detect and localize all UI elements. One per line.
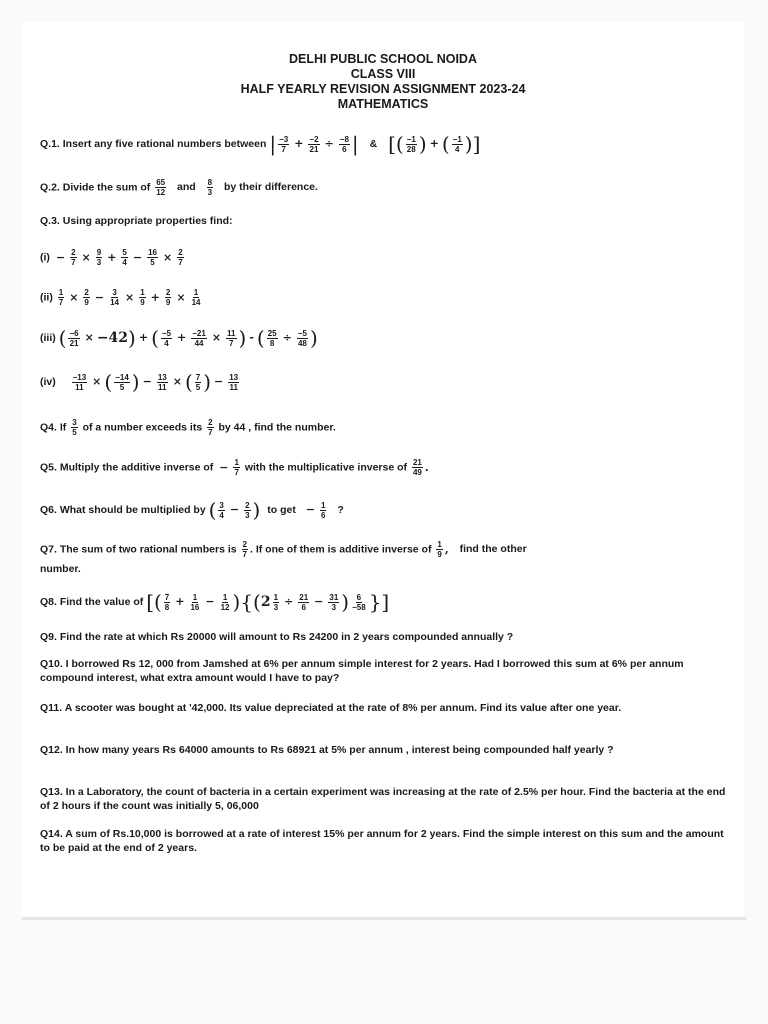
question-6 [40, 500, 730, 520]
question-4-tail: by 44 , find the number. [218, 421, 336, 434]
question-3 [40, 214, 730, 228]
question-2-tail: by their difference. [224, 181, 318, 194]
class-name: CLASS VIII [350, 67, 416, 81]
ampersand: & [369, 137, 378, 150]
question-5 [40, 458, 730, 477]
question-4-text: Q4. If [40, 421, 67, 434]
fraction-neg-1-6: − $\frac{1}{6}$ [305, 500, 326, 520]
question-5-mid: with the multiplicative inverse of [244, 461, 408, 474]
question-5-text: Q5. Multiply the additive inverse of [40, 461, 214, 474]
fraction-65-12: $\frac{65}{12}$ [156, 178, 166, 197]
question-8 [40, 592, 730, 612]
fraction-21-49: $\frac{21}{49}$ . [412, 458, 429, 477]
fraction-2-7: $\frac{2}{7}$ [208, 418, 213, 437]
question-7 [40, 540, 730, 559]
question-3-iv [40, 372, 730, 392]
fraction-2-7-sum: $\frac{2}{7}$ [242, 540, 247, 559]
question-6-tail: ? [337, 503, 344, 516]
question-3-iii [40, 328, 730, 348]
question-1 [40, 134, 730, 154]
assignment-title: HALF YEARLY REVISION ASSIGNMENT 2023-24 [240, 82, 526, 96]
part-i-expression: − $\frac{2}{7}$ × $\frac{9}{3}$ + $\frac{5}{4}$ − $\frac{16}{5}$ × $\frac{2}{7}$ [55, 248, 183, 267]
question-3-i [40, 248, 730, 267]
question-4-mid: of a number exceeds its [82, 421, 203, 434]
question-1-expression-2: [( $\frac{-1}{28}$ ) + ( $\frac{-1}{4}$ )] [388, 132, 481, 156]
question-2-text: Q.2. Divide the sum of [40, 181, 151, 194]
subject-title: MATHEMATICS [337, 97, 429, 111]
document-header [22, 22, 744, 112]
question-8-text: Q8. Find the value of [40, 595, 144, 608]
part-i-label: (i) [40, 251, 50, 264]
part-ii-label: (ii) [40, 291, 53, 304]
question-12: Q12. In how many years Rs 64000 amounts to Rs 68921 at 5% per annum , interest being compounded half yearly ? [40, 744, 614, 756]
question-2-and: and [177, 181, 196, 194]
question-6-expression: ( $\frac{3}{4}$ − $\frac{2}{3}$ ) [208, 498, 261, 522]
question-6-text: Q6. What should be multiplied by [40, 503, 206, 516]
fraction-1-9: $\frac{1}{9}$ , [437, 540, 449, 559]
part-iv-expression: $\frac{-13}{11}$ × ( $\frac{-14}{5}$ ) − $\frac{13}{11}$ × ( $\frac{7}{5}$ ) − $\frac{13}{11}$ [72, 370, 239, 394]
fraction-neg-1-7: − $\frac{1}{7}$ [219, 458, 239, 477]
document-page [22, 22, 744, 916]
question-2 [40, 178, 730, 197]
question-14: Q14. A sum of Rs.10,000 is borrowed at a rate of interest 15% per annum for 2 years. Find the simple interest on this sum and the amount to be paid at the end of 2 years. [40, 828, 724, 854]
question-3-text: Q.3. Using appropriate properties find: [40, 215, 233, 227]
part-ii-expression: $\frac{1}{7}$ × $\frac{2}{9}$ − $\frac{3}{14}$ × $\frac{1}{9}$ + $\frac{2}{9}$ × $\frac{1}{14}$ [58, 288, 201, 307]
question-7-mid: . If one of them is additive inverse of [250, 543, 432, 556]
question-7-text: Q7. The sum of two rational numbers is [40, 543, 237, 556]
question-11: Q11. A scooter was bought at '42,000. Its value depreciated at the rate of 8% per annum. Find its value after one year. [40, 702, 622, 714]
school-name: DELHI PUBLIC SCHOOL NOIDA [289, 52, 477, 66]
part-iii-label: (iii) [40, 331, 56, 344]
part-iv-label: (iv) [40, 375, 56, 388]
question-7-tail: find the other [459, 543, 527, 556]
page-bottom-shadow [22, 917, 746, 920]
part-iii-expression: ( $\frac{-6}{21}$ × −42 ) + ( $\frac{-5}{4}$ + $\frac{-21}{44}$ × $\frac{11}{7}$ ) - ( $\frac{25}{8}$ ÷ $\frac{-5}{48}$ ) [58, 326, 318, 350]
fraction-8-3: $\frac{8}{3}$ [207, 178, 213, 197]
fraction-3-5: $\frac{3}{5}$ [72, 418, 77, 437]
question-7-line2: number. [40, 563, 81, 575]
question-1-text: Q.1. Insert any five rational numbers between [40, 137, 267, 150]
question-6-mid: to get [267, 503, 296, 516]
question-4 [40, 418, 730, 437]
question-8-expression: [( $\frac{7}{8}$ + $\frac{1}{16}$ − $\frac{1}{12}$ ) {( 2 $\frac{1}{3}$ ÷ $\frac{21}{6}$ − $\frac{31}{3}$ ) $\frac{6}{-58}$ }] [146, 590, 390, 614]
question-3-ii [40, 288, 730, 307]
question-13: Q13. In a Laboratory, the count of bacteria in a certain experiment was increasing at the rate of 2.5% per hour. Find the bacteria at the end of 2 hours if the count was initially 5, 06,000 [40, 786, 726, 812]
question-7-continued [40, 562, 730, 576]
question-10: Q10. I borrowed Rs 12, 000 from Jamshed at 6% per annum simple interest for 2 years. Had I borrowed this sum at 6% per annum compound interest, what extra amount would I have to pay? [40, 658, 684, 684]
question-1-expression-1: | $\frac{-3}{7}$ + $\frac{-2}{21}$ ÷ $\frac{-8}{6}$ | [269, 132, 359, 156]
question-9: Q9. Find the rate at which Rs 20000 will amount to Rs 24200 in 2 years compounded annually ? [40, 631, 514, 643]
